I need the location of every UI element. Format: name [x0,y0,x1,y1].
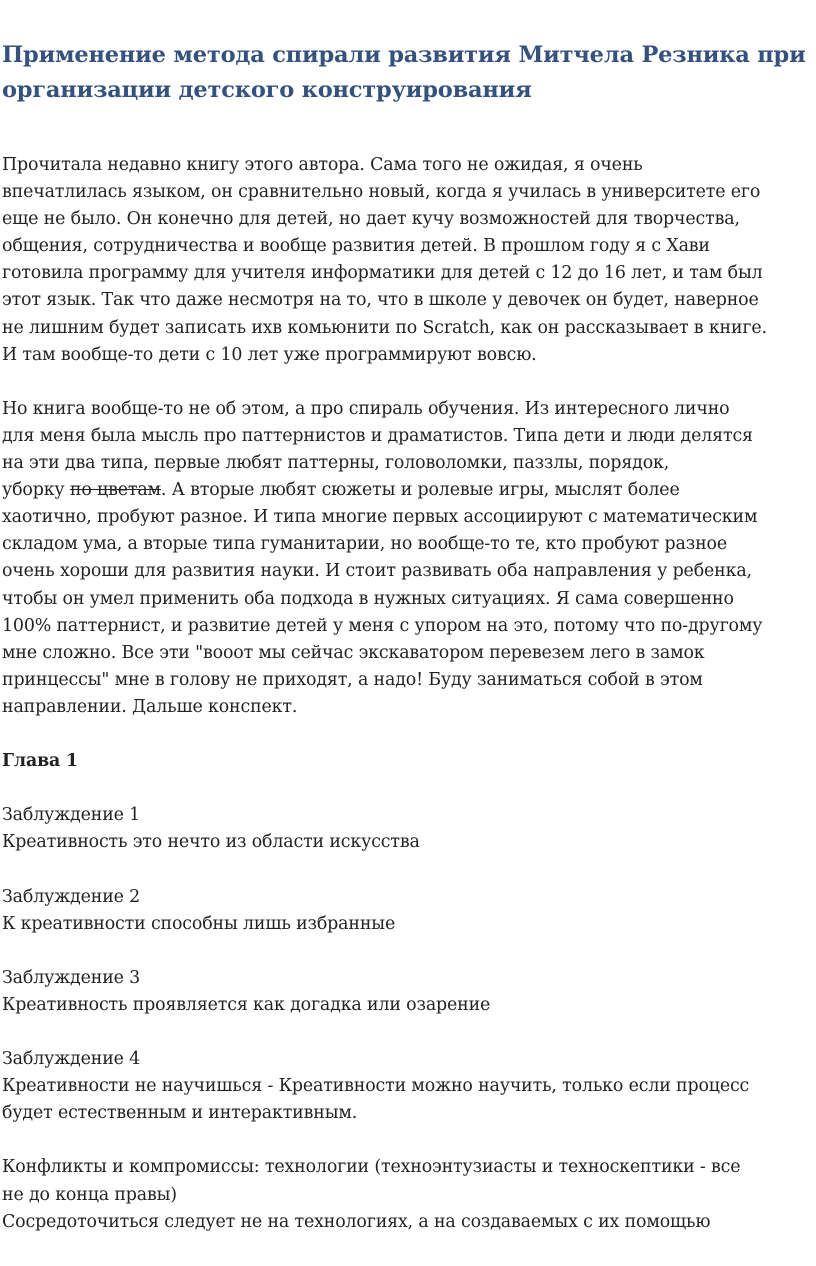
misconception-text: Креативность проявляется как догадка или озарение [2,994,491,1015]
text-line: И там вообще-то дети с 10 лет уже программируют вовсю. [2,344,537,365]
document-body [2,152,814,1236]
text-line: Сосредоточиться следует не на технологиях, а на создаваемых с их помощью [2,1211,711,1232]
text-line: 100% паттернист, и развитие детей у меня с упором на это, потому что по-другому [2,615,763,636]
misconception-2 [2,884,814,938]
misconception-4 [2,1046,814,1127]
misconception-label: Заблуждение 3 [2,967,141,988]
text-line: общения, сотрудничества и вообще развития детей. В прошлом году я с Хави [2,236,710,257]
text-line: не лишним будет записать ихв комьюнити по Scratch, как он рассказывает в книге. [2,317,767,338]
text-line: принцессы" мне в голову не приходят, а надо! Буду заниматься собой в этом [2,669,703,690]
misconception-label: Заблуждение 4 [2,1049,141,1070]
chapter-heading: Глава 1 [2,751,78,772]
text-line: еще не было. Он конечно для детей, но дает кучу возможностей для творчества, [2,209,740,230]
paragraph-intro [2,152,814,369]
text-line: складом ума, а вторые типа гуманитарии, но вообще-то те, кто пробуют разное [2,534,727,555]
text-line: чтобы он умел применить оба подхода в нужных ситуациях. Я сама совершенно [2,588,734,609]
text-line: этот язык. Так что даже несмотря на то, что в школе у девочек он будет, наверное [2,290,759,311]
title-line: Применение метода спирали развития Митчела Резника при [2,42,806,68]
title-line: организации детского конструирования [2,77,532,103]
text-segment: уборку [2,480,70,501]
document-title [2,38,814,108]
misconception-1 [2,802,814,856]
misconception-text: Креативности не научишься - Креативности можно научить, только если процесс [2,1076,750,1097]
text-line: для меня была мысль про паттернистов и драматистов. Типа дети и люди делятся [2,425,753,446]
text-line: Конфликты и компромиссы: технологии (техноэнтузиасты и техноскептики - все [2,1157,741,1178]
misconception-label: Заблуждение 2 [2,886,141,907]
paragraph-learning-spiral [2,396,814,721]
text-line: Прочитала недавно книгу этого автора. Сама того не ожидая, я очень [2,155,643,175]
misconception-text: К креативности способны лишь избранные [2,913,396,934]
text-segment: . А вторые любят сюжеты и ролевые игры, мыслят более [160,480,680,501]
paragraph-conflicts [2,1154,814,1235]
text-line: Но книга вообще-то не об этом, а про спираль обучения. Из интересного лично [2,398,730,419]
text-line: не до конца правы) [2,1184,177,1205]
strikethrough-text: по цветам [69,480,161,501]
text-line: на эти два типа, первые любят паттерны, головоломки, паззлы, порядок, [2,453,670,474]
text-line-with-strikethrough [2,477,814,504]
text-line: готовила программу для учителя информатики для детей с 12 до 16 лет, и там был [2,263,763,284]
misconception-text: Креативность это нечто из области искусства [2,832,420,853]
document-page [2,38,814,1236]
text-line: хаотично, пробуют разное. И типа многие первых ассоциируют с математическим [2,507,758,528]
misconception-text: будет естественным и интерактивным. [2,1103,358,1124]
text-line: направлении. Дальше конспект. [2,696,298,717]
misconception-3 [2,965,814,1019]
text-line: впечатлилась языком, он сравнительно новый, когда я училась в университете его [2,182,761,203]
text-line: мне сложно. Все эти "вооот мы сейчас экскаватором перевезем лего в замок [2,642,705,663]
text-line: очень хороши для развития науки. И стоит развивать оба направления у ребенка, [2,561,752,582]
misconception-label: Заблуждение 1 [2,805,141,826]
